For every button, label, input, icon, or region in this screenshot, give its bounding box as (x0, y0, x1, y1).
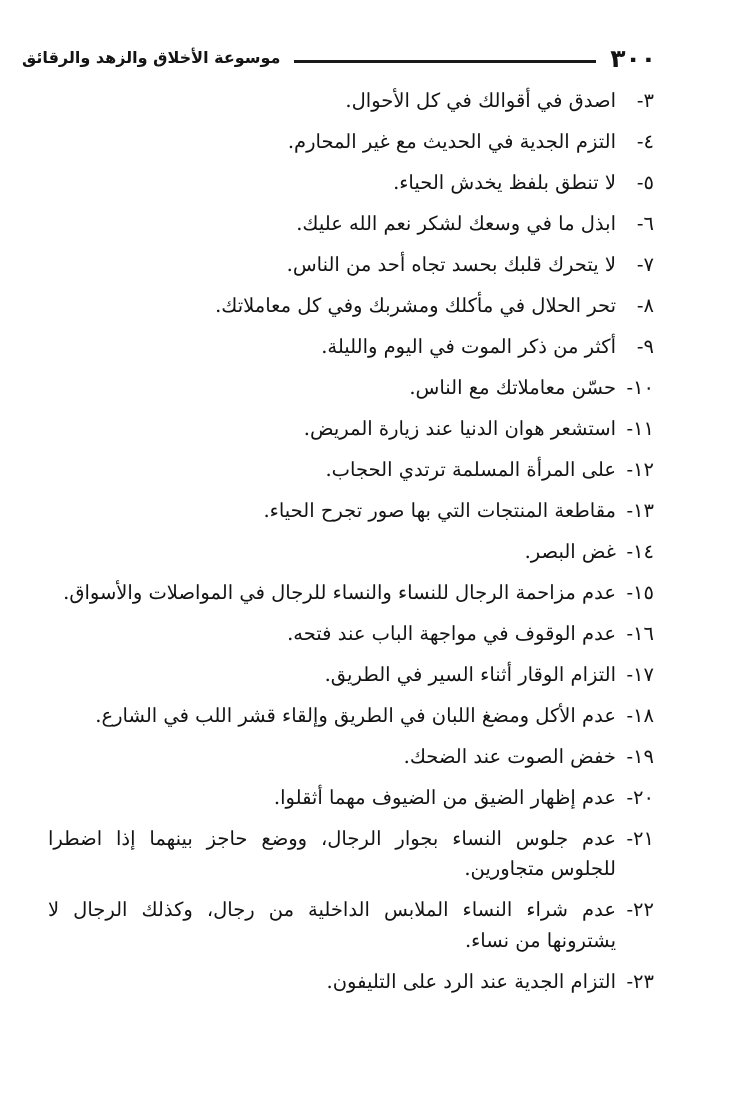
item-text: عدم شراء النساء الملابس الداخلية من رجال، وكذلك الرجال لا يشترونها من نساء. (48, 898, 616, 952)
list-item (48, 250, 654, 280)
list-item (48, 291, 654, 321)
item-text: استشعر هوان الدنيا عند زيارة المريض. (303, 417, 616, 440)
item-number: ٩- (636, 335, 654, 358)
item-number: ١٥- (626, 581, 654, 604)
item-text: تحر الحلال في مأكلك ومشربك وفي كل معاملاتك. (215, 294, 616, 317)
item-text: التزام الوقار أثناء السير في الطريق. (324, 663, 616, 686)
page-header (22, 40, 656, 76)
header-rule (294, 60, 596, 63)
item-number: ١٢- (626, 458, 654, 481)
item-text: غض البصر. (524, 540, 616, 563)
book-title: موسوعة الأخلاق والزهد والرقائق (22, 48, 281, 67)
item-number: ٦- (636, 212, 654, 235)
list-item (48, 496, 654, 526)
list-item (48, 895, 654, 956)
list-item (48, 537, 654, 567)
item-text: التزام الجدية عند الرد على التليفون. (326, 969, 616, 993)
list-item (48, 967, 654, 997)
list-item (48, 455, 654, 485)
page-number: ٣٠٠ (610, 43, 656, 73)
item-text: لا يتحرك قلبك بحسد تجاه أحد من الناس. (286, 253, 616, 276)
list-item (48, 701, 654, 731)
item-text: حسّن معاملاتك مع الناس. (409, 376, 616, 399)
list-item (48, 619, 654, 649)
item-number: ٤- (636, 130, 654, 153)
list-item (48, 783, 654, 813)
item-text: لا تنطق بلفظ يخدش الحياء. (393, 171, 616, 194)
list-item (48, 127, 654, 157)
list-item (48, 86, 654, 116)
item-number: ١٠- (626, 376, 654, 399)
item-number: ٢٣- (626, 969, 654, 993)
item-number: ٢١- (626, 827, 654, 850)
list-item (48, 373, 654, 403)
item-text: أكثر من ذكر الموت في اليوم والليلة. (321, 335, 616, 358)
list-item (48, 578, 654, 608)
item-text: التزم الجدية في الحديث مع غير المحارم. (287, 130, 616, 153)
item-number: ٥- (636, 171, 654, 194)
item-number: ٢٠- (626, 786, 654, 809)
item-number: ٢٢- (626, 898, 654, 922)
item-number: ١٦- (626, 622, 654, 645)
item-number: ١٤- (626, 540, 654, 563)
item-text: عدم الوقوف في مواجهة الباب عند فتحه. (287, 622, 616, 645)
list-item (48, 209, 654, 239)
list-item (48, 742, 654, 772)
item-number: ٣- (636, 89, 654, 112)
item-text: على المرأة المسلمة ترتدي الحجاب. (325, 458, 616, 481)
item-number: ١١- (626, 417, 654, 440)
item-text: عدم مزاحمة الرجال للنساء والنساء للرجال في المواصلات والأسواق. (63, 581, 616, 604)
item-number: ١٩- (626, 745, 654, 768)
item-number: ٨- (636, 294, 654, 317)
item-number: ١٣- (626, 499, 654, 522)
list-item (48, 414, 654, 444)
item-number: ١٧- (626, 663, 654, 686)
item-text: ابذل ما في وسعك لشكر نعم الله عليك. (296, 212, 616, 235)
list-item (48, 824, 654, 885)
item-text: خفض الصوت عند الضحك. (403, 745, 616, 768)
item-text: مقاطعة المنتجات التي بها صور تجرح الحياء. (263, 499, 616, 522)
item-text: عدم جلوس النساء بجوار الرجال، ووضع حاجز بينهما إذا اضطرا للجلوس متجاورين. (48, 827, 616, 881)
list-item (48, 660, 654, 690)
item-text: عدم الأكل ومضغ اللبان في الطريق وإلقاء قشر اللب في الشارع. (95, 704, 616, 727)
list-item (48, 332, 654, 362)
item-number: ٧- (636, 253, 654, 276)
item-text: اصدق في أقوالك في كل الأحوال. (345, 89, 616, 112)
numbered-list (48, 86, 654, 1008)
item-text: عدم إظهار الضيق من الضيوف مهما أثقلوا. (273, 786, 616, 809)
list-item (48, 168, 654, 198)
item-number: ١٨- (626, 704, 654, 727)
